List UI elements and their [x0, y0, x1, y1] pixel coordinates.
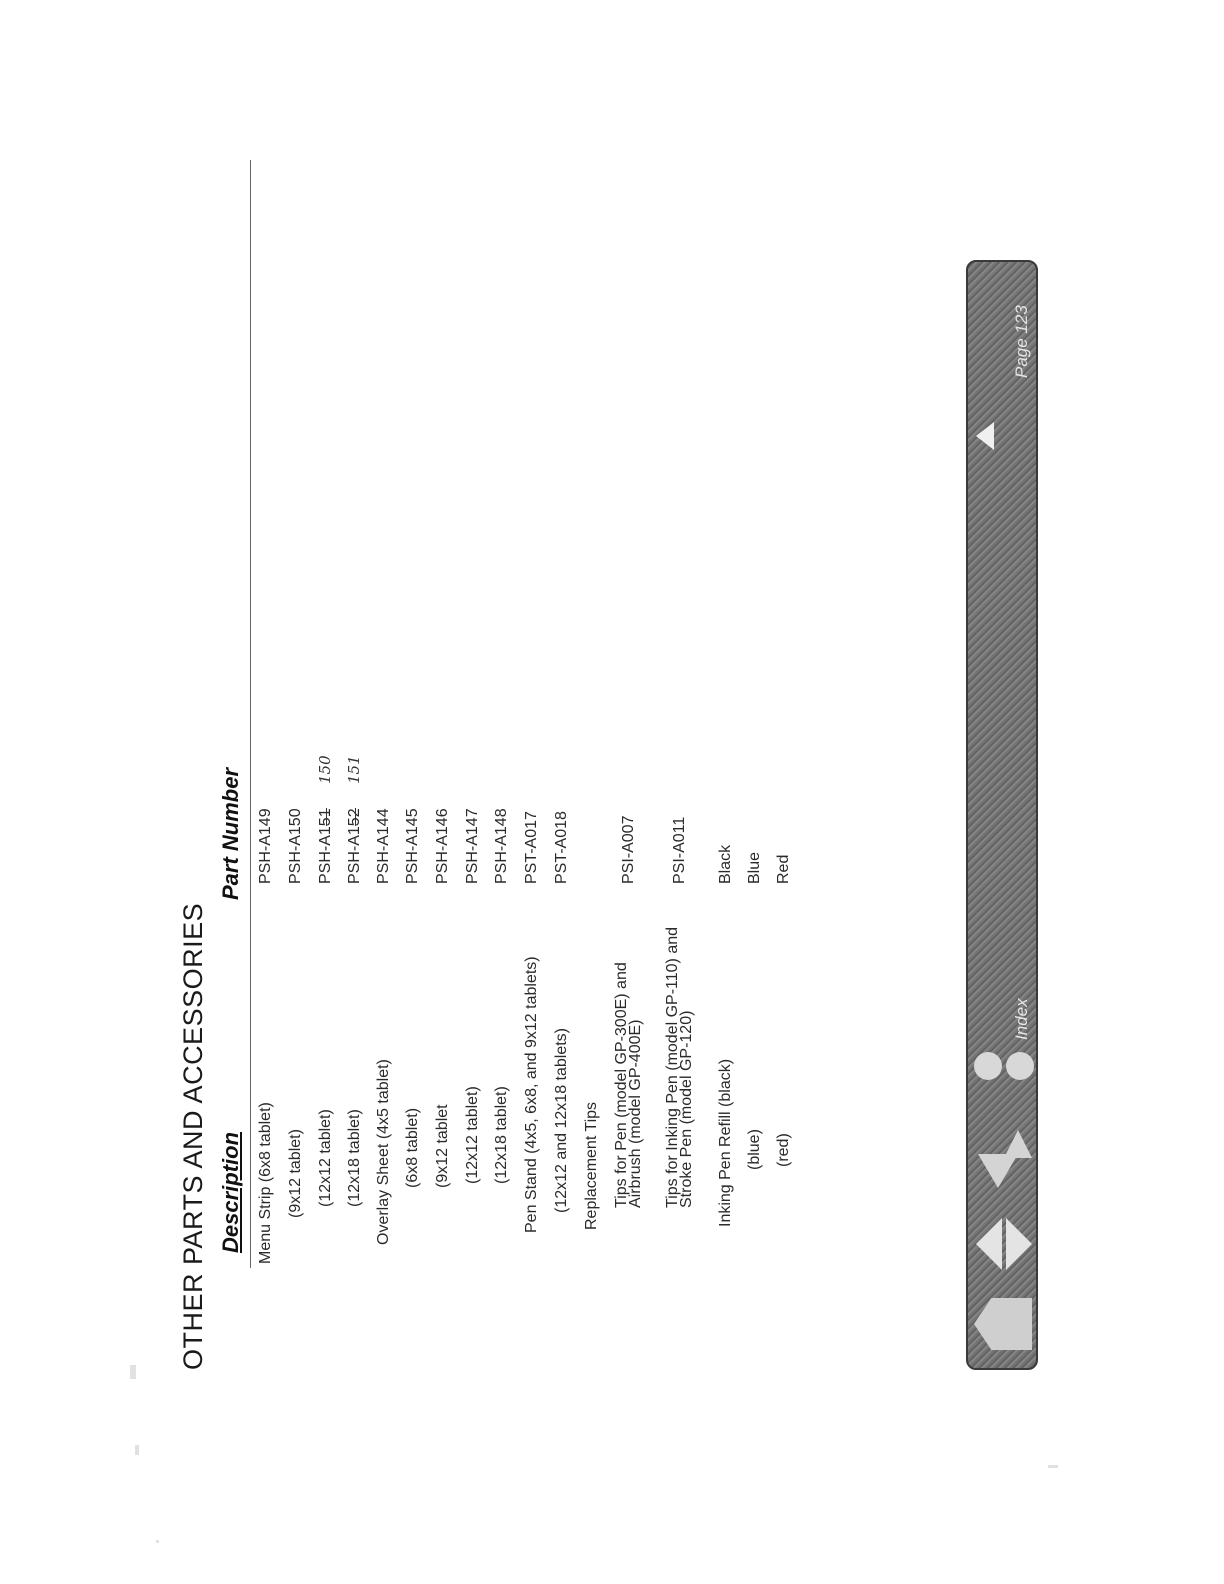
table-row-description: Inking Pen Refill (black): [717, 1058, 734, 1227]
table-row-part-number: PSH-A147: [464, 808, 481, 884]
table-row-description: (9x12 tablet: [434, 1104, 451, 1188]
header-divider: [250, 160, 251, 1268]
table-row-part-number: PSI-A007: [620, 815, 637, 884]
table-row-description: (red): [775, 1133, 792, 1167]
home-icon[interactable]: [974, 1298, 1032, 1350]
previous-page-icon[interactable]: [976, 1218, 1002, 1270]
table-row-part-number: [318, 808, 333, 884]
scan-speck: [135, 1445, 139, 1455]
handwritten-correction: 151: [345, 755, 363, 784]
table-row-description: Menu Strip (6x8 tablet): [257, 1102, 274, 1264]
table-row-description: (12x12 and 12x18 tablets): [553, 1027, 570, 1213]
go-back-icon[interactable]: [978, 1154, 1018, 1188]
table-row-part-number: PST-A018: [553, 811, 570, 884]
table-row-part-number: PSH-A150: [287, 808, 304, 884]
scroll-up-icon[interactable]: [976, 422, 994, 450]
table-row-part-number: Blue: [746, 851, 763, 884]
rotated-page: [0, 70, 1224, 1370]
table-row-description: Tips for Pen (model GP-300E) and: [613, 962, 630, 1208]
navigation-bar: [966, 260, 1038, 1370]
page-number: Page 123: [1012, 305, 1031, 378]
table-row-part-number: PSH-A148: [493, 808, 510, 884]
table-row-description: Replacement Tips: [583, 1101, 600, 1230]
go-forward-icon[interactable]: [1004, 1130, 1032, 1158]
table-row-part-number: Red: [775, 854, 792, 884]
table-row-part-number: [347, 808, 362, 884]
part-prefix: PSH-A1: [346, 826, 363, 884]
page-title: OTHER PARTS AND ACCESSORIES: [178, 902, 208, 1370]
table-row-description: (12x12 tablet): [317, 1109, 334, 1207]
part-prefix: PSH-A1: [317, 826, 334, 884]
struck-digits: 52: [346, 808, 363, 827]
print-icon[interactable]: [1006, 1052, 1034, 1080]
table-row-part-number: PSH-A146: [434, 808, 451, 884]
table-row-description: Pen Stand (4x5, 6x8, and 9x12 tablets): [523, 956, 540, 1233]
table-row-description: (12x12 tablet): [464, 1086, 481, 1184]
scan-speck: [130, 1365, 136, 1379]
struck-digits: 51: [317, 808, 334, 827]
part-number-column-header: Part Number: [218, 767, 243, 900]
search-icon[interactable]: [974, 1052, 1002, 1080]
table-row-description: (12x18 tablet): [493, 1086, 510, 1184]
handwritten-correction: 150: [316, 755, 334, 784]
table-row-part-number: PSH-A144: [375, 808, 392, 884]
next-page-icon[interactable]: [1006, 1218, 1032, 1270]
table-row-description: (12x18 tablet): [346, 1109, 363, 1207]
scan-speck: [156, 1540, 159, 1543]
description-column-header: Description: [218, 1131, 243, 1253]
table-row-description: (9x12 tablet): [287, 1129, 304, 1218]
table-row-description: Overlay Sheet (4x5 tablet): [375, 1059, 392, 1245]
table-row-part-number: PSH-A149: [257, 808, 274, 884]
table-row-description: (blue): [746, 1129, 763, 1170]
table-row-part-number: PSI-A011: [671, 816, 688, 884]
index-link[interactable]: Index: [1012, 998, 1031, 1040]
table-row-description: Tips for Inking Pen (model GP-110) and: [664, 926, 681, 1208]
table-row-description-continued: Stroke Pen (model GP-120): [678, 1010, 695, 1208]
table-row-part-number: Black: [717, 844, 734, 884]
scan-speck: [1048, 1465, 1058, 1468]
table-row-part-number: PSH-A145: [404, 808, 421, 884]
table-row-description-continued: Airbrush (model GP-400E): [627, 1019, 644, 1208]
table-row-part-number: PST-A017: [523, 811, 540, 884]
table-row-description: (6x8 tablet): [404, 1107, 421, 1188]
